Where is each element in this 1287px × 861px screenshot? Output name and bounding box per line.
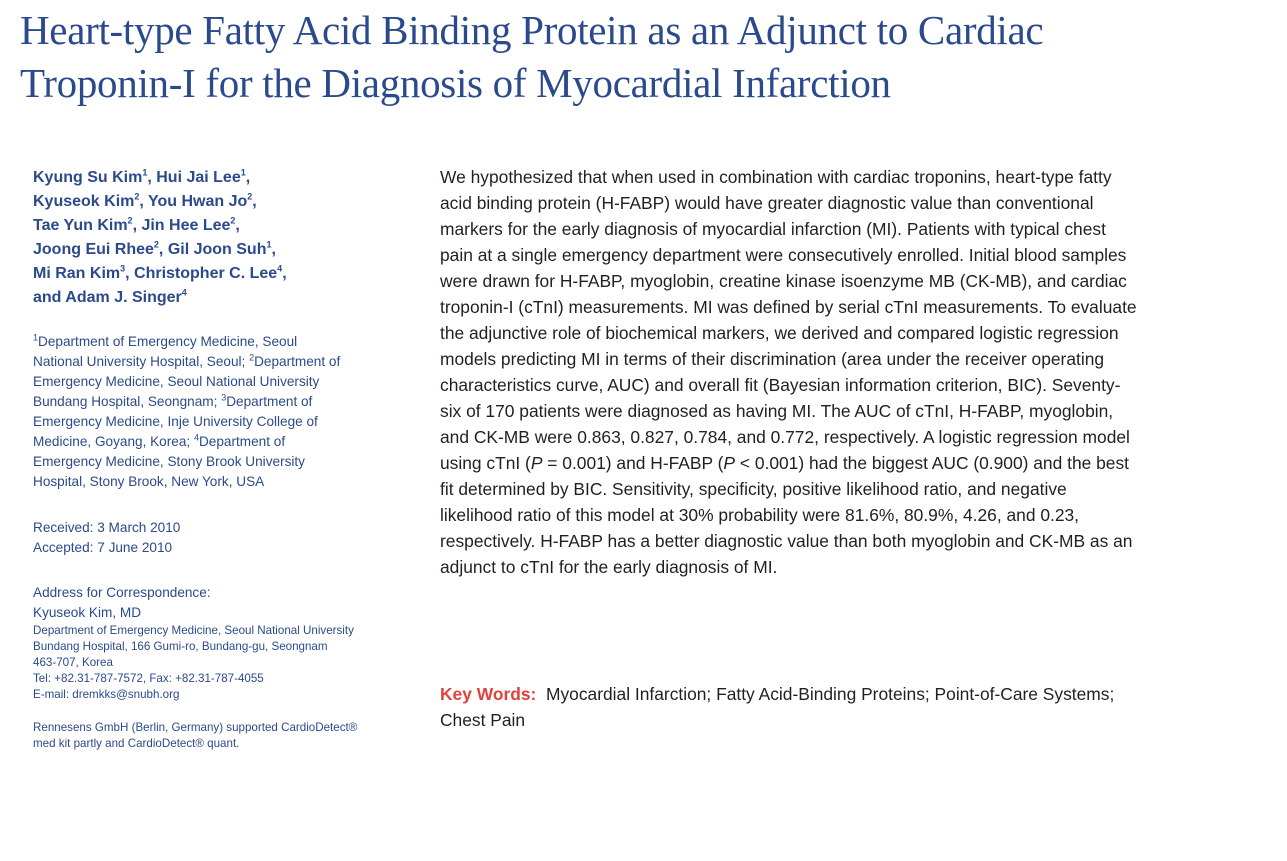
affiliation-line: Emergency Medicine, Inje University College of (33, 414, 318, 429)
author-name: and Adam J. Singer (33, 289, 182, 306)
correspondence-email: E-mail: dremkks@snubh.org (33, 688, 180, 701)
author-affiliation-mark: 2 (230, 215, 236, 226)
author-affiliation-mark: 2 (127, 215, 133, 226)
abstract (440, 164, 1280, 580)
author-affiliation-mark: 1 (240, 167, 246, 178)
correspondence-name: Kyuseok Kim, MD (33, 605, 142, 620)
keywords-line (440, 681, 1280, 707)
author-affiliation-mark: 4 (277, 263, 283, 274)
correspondence-address: Bundang Hospital, 166 Gumi-ro, Bundang-gu, Seongnam (33, 640, 328, 653)
abstract-line: six of 170 patients were diagnosed as having MI. The AUC of cTnI, H-FABP, myoglobin, (440, 401, 1114, 421)
author-affiliation-mark: 1 (266, 239, 272, 250)
author-line: Kyuseok Kim$^2$, You Hwan Jo$^2$, (33, 191, 257, 210)
author-name: Hui Jai Lee (156, 169, 241, 186)
keywords-line: Chest Pain (440, 710, 526, 730)
correspondence-heading: Address for Correspondence: (33, 585, 211, 600)
accepted-date: Accepted: 7 June 2010 (33, 540, 173, 555)
abstract-line: likelihood ratio of this model at 30% probability were 81.6%, 80.9%, 4.26, and 0.23, (440, 505, 1080, 525)
abstract-line: acid binding protein (H-FABP) would have greater diagnostic value than conventional (440, 193, 1094, 213)
author-affiliation-mark: 1 (142, 167, 148, 178)
article-sidebar (33, 166, 403, 752)
affiliation-line: Emergency Medicine, Seoul National University (33, 374, 320, 389)
abstract-line: respectively. H-FABP has a better diagnostic value than both myoglobin and CK-MB as an (440, 531, 1133, 551)
funding-line: med kit partly and CardioDetect® quant. (33, 737, 240, 750)
author-affiliation-mark: 2 (153, 239, 159, 250)
affiliation-line: National University Hospital, Seoul; $^2$Department of (33, 352, 341, 369)
correspondence-phone: Tel: +82.31-787-7572, Fax: +82.31-787-4055 (33, 672, 264, 685)
author-name: Mi Ran Kim (33, 265, 121, 282)
author-affiliation-mark: 2 (247, 191, 253, 202)
title-line-1: Heart-type Fatty Acid Binding Protein as an Adjunct to Cardiac (20, 7, 1044, 53)
affiliation-line: Hospital, Stony Brook, New York, USA (33, 474, 265, 489)
author-affiliation-mark: 3 (120, 263, 126, 274)
author-line: Joong Eui Rhee$^2$, Gil Joon Suh$^1$, (33, 239, 276, 258)
author-affiliation-mark: 4 (181, 287, 187, 298)
correspondence (33, 583, 403, 703)
title-line-2: Troponin-I for the Diagnosis of Myocardial Infarction (20, 60, 891, 106)
affiliation-line: Bundang Hospital, Seongnam; $^3$Department of (33, 392, 313, 409)
abstract-line: using cTnI (P = 0.001) and H-FABP (P < 0.001) had the biggest AUC (0.900) and the best (440, 453, 1129, 473)
author-name: Jin Hee Lee (141, 217, 231, 234)
funding-line: Rennesens GmbH (Berlin, Germany) supported CardioDetect® (33, 721, 358, 734)
abstract-line: markers for the early diagnosis of myocardial infarction (MI). Patients with typical chest (440, 219, 1106, 239)
author-name: Christopher C. Lee (134, 265, 278, 282)
affiliation-line: Medicine, Goyang, Korea; $^4$Department of (33, 432, 286, 449)
author-name: Gil Joon Suh (167, 241, 267, 258)
keywords-text: Myocardial Infarction; Fatty Acid-Binding Proteins; Point-of-Care Systems; (545, 684, 1115, 704)
abstract-line: the adjunctive role of biochemical markers, we derived and compared logistic regression (440, 323, 1119, 343)
keywords (440, 681, 1280, 733)
author-list (33, 166, 403, 310)
abstract-line: We hypothesized that when used in combination with cardiac troponins, heart-type fatty (440, 167, 1112, 187)
funding-note (33, 720, 403, 752)
p-value-symbol: P (723, 453, 736, 473)
abstract-line: pain at a single emergency department were consecutively enrolled. Initial blood samples (440, 245, 1127, 265)
article-dates (33, 518, 403, 558)
author-line (33, 286, 403, 310)
author-name: Tae Yun Kim (33, 217, 128, 234)
abstract-line: and CK-MB were 0.863, 0.827, 0.784, and 0.772, respectively. A logistic regression model (440, 427, 1130, 447)
author-name: You Hwan Jo (148, 193, 248, 210)
abstract-line: adjunct to cTnI for the early diagnosis of MI. (440, 557, 778, 577)
author-name: Kyuseok Kim (33, 193, 135, 210)
article-title (20, 4, 1270, 110)
affiliations (33, 332, 403, 492)
affiliation-line: Emergency Medicine, Stony Brook University (33, 454, 305, 469)
author-name: Joong Eui Rhee (33, 241, 154, 258)
affiliation-line: $^1$Department of Emergency Medicine, Seoul (33, 332, 298, 349)
abstract-line: troponin-I (cTnI) measurements. MI was defined by serial cTnI measurements. To evaluate (440, 297, 1137, 317)
abstract-line: were drawn for H-FABP, myoglobin, creatine kinase isoenzyme MB (CK-MB), and cardiac (440, 271, 1127, 291)
correspondence-address: 463-707, Korea (33, 656, 113, 669)
author-name: Kyung Su Kim (33, 169, 143, 186)
keywords-label: Key Words: (440, 684, 537, 704)
received-date: Received: 3 March 2010 (33, 520, 181, 535)
author-line: Mi Ran Kim$^3$, Christopher C. Lee$^4$, (33, 263, 287, 282)
abstract-line: models predicting MI in terms of their discrimination (area under the receiver operating (440, 349, 1105, 369)
abstract-line: characteristics curve, AUC) and overall fit (Bayesian information criterion, BIC). Seventy- (440, 375, 1121, 395)
abstract-line: fit determined by BIC. Sensitivity, specificity, positive likelihood ratio, and negative (440, 479, 1067, 499)
p-value-symbol: P (530, 453, 543, 473)
author-line: Kyung Su Kim$^1$, Hui Jai Lee$^1$, (33, 167, 251, 186)
author-line: Tae Yun Kim$^2$, Jin Hee Lee$^2$, (33, 215, 240, 234)
author-affiliation-mark: 2 (134, 191, 140, 202)
correspondence-address: Department of Emergency Medicine, Seoul National University (33, 624, 354, 637)
